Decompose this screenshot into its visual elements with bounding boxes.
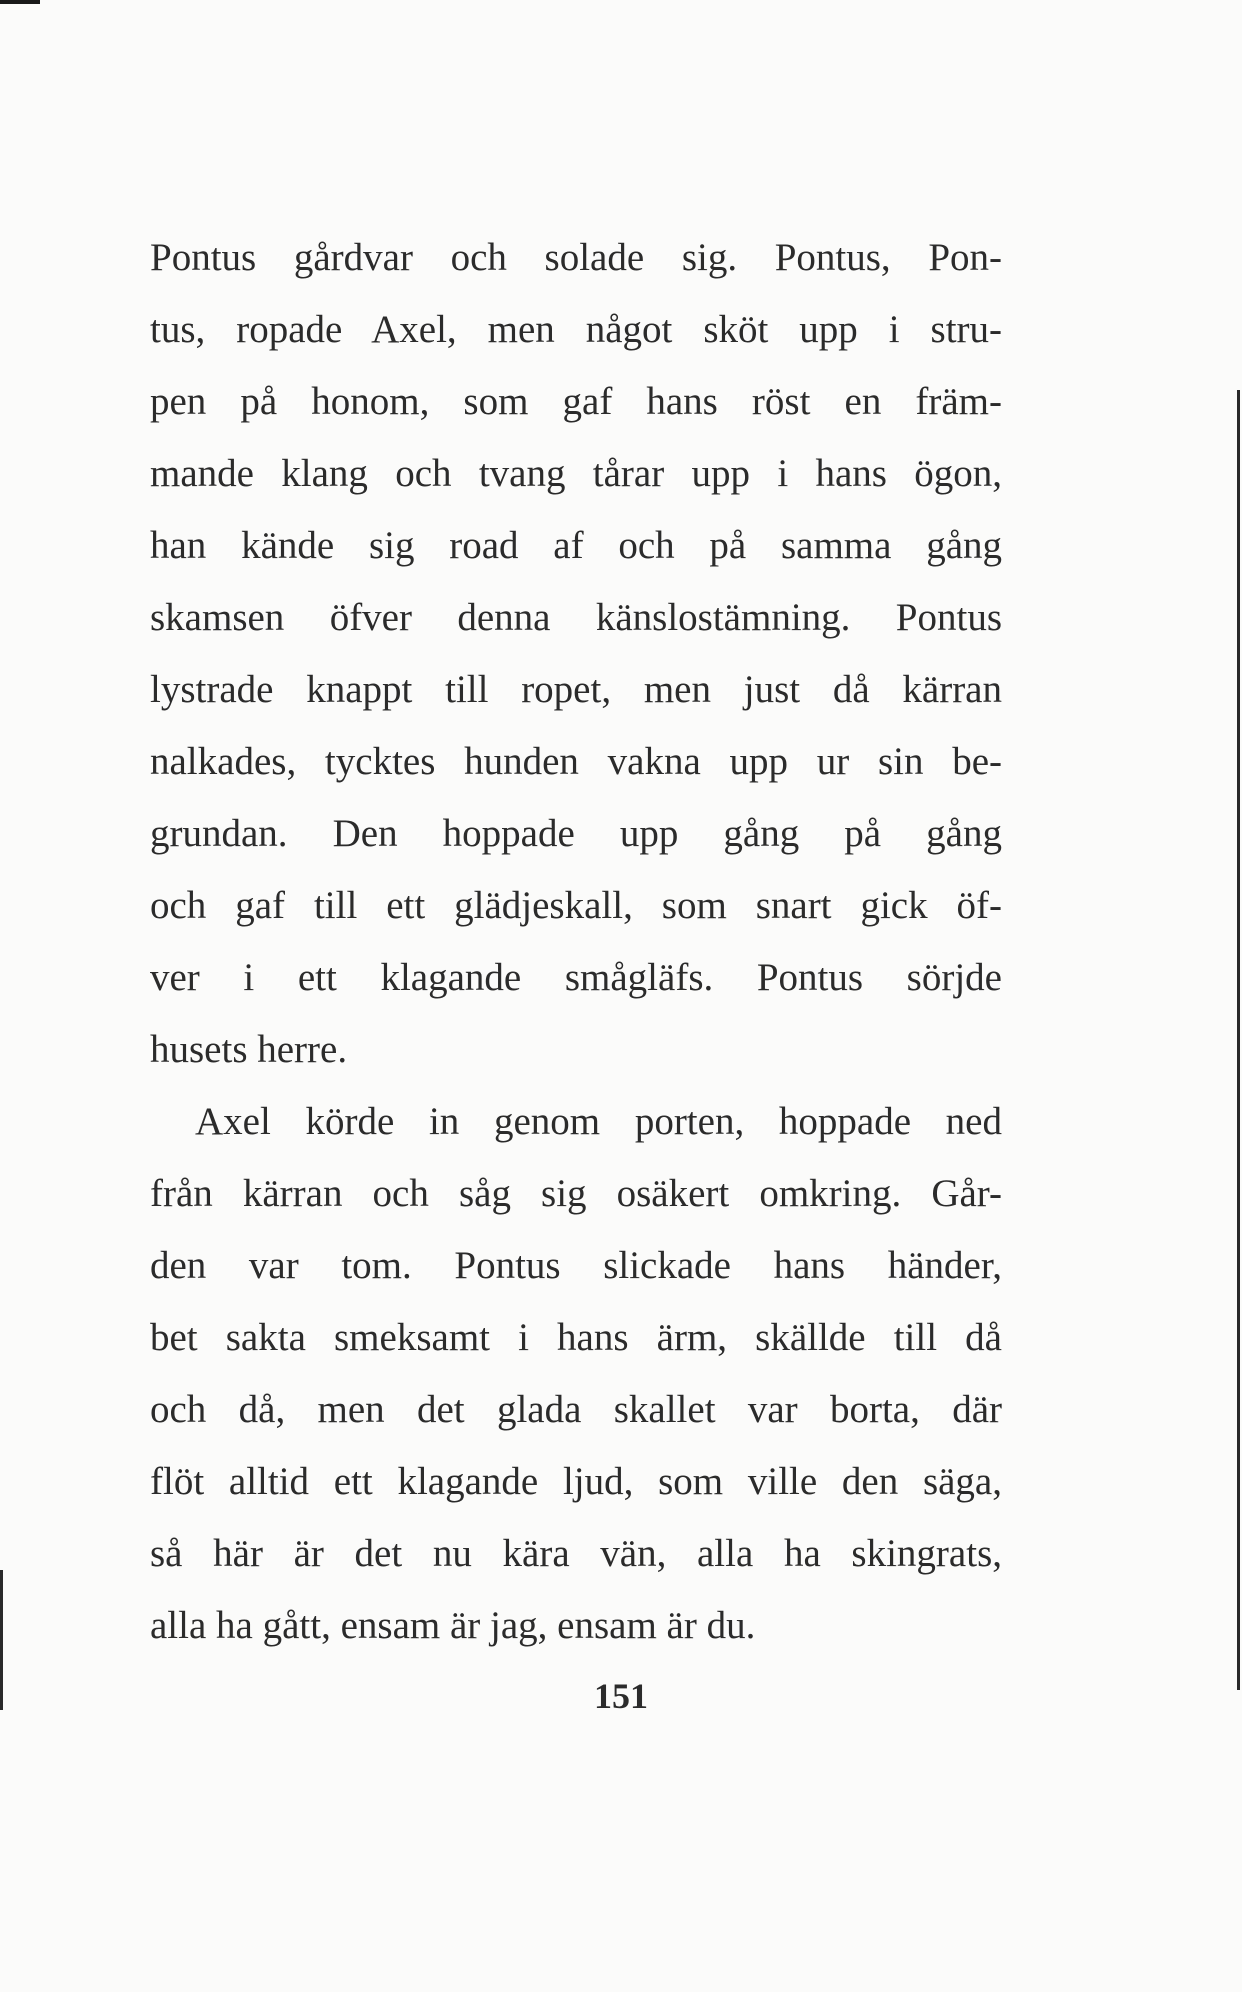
paragraph [150,222,1002,1086]
text-line: han kände sig road af och på samma gång [150,524,1002,567]
text-line: flöt alltid ett klagande ljud, som ville den säga, [150,1460,1002,1503]
body-text [150,222,1002,1662]
text-line: alla ha gått, ensam är jag, ensam är du. [150,1604,756,1647]
text-line: pen på honom, som gaf hans röst en främ- [150,380,1002,423]
paragraph [150,1086,1002,1662]
text-line: skamsen öfver denna känslostämning. Pontus [150,596,1002,639]
scan-edge-mark [0,0,40,4]
text-line: tus, ropade Axel, men något sköt upp i stru- [150,308,1002,351]
text-line: Pontus gårdvar och solade sig. Pontus, Pon- [150,236,1002,279]
text-line: och då, men det glada skallet var borta, där [150,1388,1002,1431]
text-line: ver i ett klagande smågläfs. Pontus sörjde [150,956,1002,999]
text-line: den var tom. Pontus slickade hans händer, [150,1244,1002,1287]
text-line: nalkades, tycktes hunden vakna upp ur sin be- [150,740,1002,783]
text-line: så här är det nu kära vän, alla ha skingrats, [150,1532,1002,1575]
text-line: mande klang och tvang tårar upp i hans ögon, [150,452,1002,495]
text-line: lystrade knappt till ropet, men just då kärran [150,668,1002,711]
text-line: Axel körde in genom porten, hoppade ned [195,1100,1002,1143]
text-line: bet sakta smeksamt i hans ärm, skällde till då [150,1316,1002,1359]
text-line: från kärran och såg sig osäkert omkring. Går- [150,1172,1002,1215]
text-line: och gaf till ett glädjeskall, som snart gick öf- [150,884,1002,927]
text-line: grundan. Den hoppade upp gång på gång [150,812,1002,855]
page-number: 151 [594,1676,648,1716]
text-line: husets herre. [150,1028,348,1071]
scan-edge-shadow [1237,390,1240,1690]
